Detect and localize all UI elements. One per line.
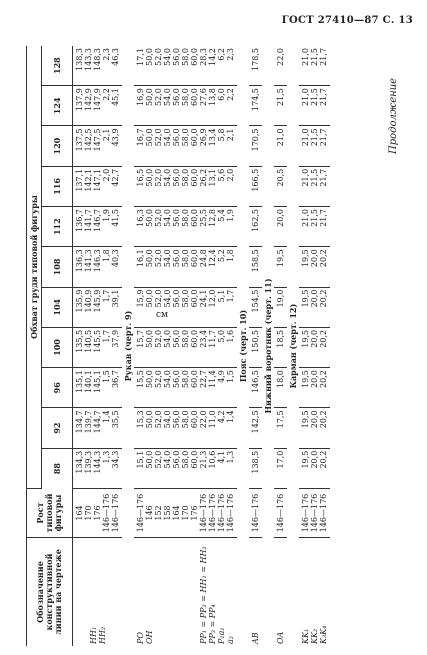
col-height-header: Рост типовой фигуры [27, 489, 73, 538]
size-header: 88 [42, 448, 73, 488]
size-header: 104 [42, 287, 73, 327]
value-cell: 154,5 [249, 287, 262, 327]
value-cell: 19,5 20,0 20,2 [299, 247, 330, 287]
size-header: 92 [42, 408, 73, 448]
value-cell: 16,7 50,0 52,0 54,0 56,0 58,0 60,0 26,9 13,4 5,8 2,1 [134, 126, 237, 166]
value-cell: 134,7 139,7 144,7 1,4 35,5 [73, 408, 123, 448]
value-cell: 21,5 [274, 86, 287, 126]
section-title: Карман (черт. 12) [287, 303, 298, 389]
section-title: Рукав (черт. 9) [122, 310, 133, 382]
value-cell: 15,5 50,0 52,0 54,0 56,0 58,0 60,0 22,7 11,4 4,9 1,5 [134, 368, 237, 408]
group-header: Обхват груди типовой фигуры [27, 46, 42, 489]
value-cell: 18,5 [274, 327, 287, 367]
value-cell: 21,0 21,5 21,7 [299, 46, 330, 86]
value-cell: 15,1 50,0 52,0 54,0 56,0 58,0 60,0 21,3 10,6 4,1 1,3 [134, 448, 237, 488]
value-cell: 174,5 [249, 86, 262, 126]
value-cell: 19,5 20,0 20,2 [299, 368, 330, 408]
value-cell: 21,0 21,5 21,7 [299, 86, 330, 126]
size-header: 128 [42, 46, 73, 86]
value-cell: 136,3 141,3 146,3 1,8 40,3 [73, 247, 123, 287]
table-row [73, 46, 123, 646]
value-cell: 142,5 [249, 408, 262, 448]
value-cell: 178,5 [249, 46, 262, 86]
table-row [249, 46, 262, 646]
value-cell: 21,0 21,5 21,7 [299, 126, 330, 166]
size-header: 100 [42, 327, 73, 367]
value-cell: 22,0 [274, 46, 287, 86]
value-cell: 16,1 50,0 52,0 54,0 56,0 58,0 60,0 24,8 12,4 5,2 1,8 [134, 247, 237, 287]
height-cell: 164 170 176 146—176 146—176 [73, 489, 123, 538]
value-cell: 16,9 50,0 52,0 54,0 56,0 58,0 60,0 27,6 13,8 6,0 2,2 [134, 86, 237, 126]
size-header: 124 [42, 86, 73, 126]
size-header: 116 [42, 166, 73, 206]
height-cell: 146—176 [249, 489, 262, 538]
value-cell: 17,5 [274, 408, 287, 448]
value-cell: 19,5 20,0 20,2 [299, 327, 330, 367]
value-cell: 135,5 140,5 145,5 1,7 37,9 [73, 327, 123, 367]
designation-cell: PO OH PP₁ = PP₂ = HH₁ = HH₂ PP₃ = PP₄ P₁a₁ a₂ [136, 546, 235, 644]
value-cell: 162,5 [249, 207, 262, 247]
value-cell: 170,5 [249, 126, 262, 166]
rotated-table-content [26, 46, 369, 646]
section-row [237, 46, 249, 646]
value-cell: 135,1 140,1 145,1 1,5 36,7 [73, 368, 123, 408]
height-cell: 146—176 146—176 146—176 [299, 489, 330, 538]
value-cell: 19,0 [274, 287, 287, 327]
value-cell: 19,5 20,0 20,2 [299, 448, 330, 488]
value-cell: 16,3 50,0 52,0 54,0 56,0 58,0 60,0 25,5 12,8 5,4 1,9 [134, 207, 237, 247]
value-cell: 134,3 139,3 144,3 1,3 34,3 [73, 448, 123, 488]
table-row [274, 46, 287, 646]
continued-label: Продолжение [388, 77, 399, 155]
designation-cell: HH₁ HH₂ [88, 626, 107, 644]
value-cell: 19,5 [274, 247, 287, 287]
value-cell: 136,7 141,7 146,7 1,9 41,5 [73, 207, 123, 247]
value-cell: 135,9 140,9 145,9 1,7 39,1 [73, 287, 123, 327]
designation-cell: OA [276, 631, 285, 644]
designation-cell: AB [251, 632, 260, 644]
value-cell: 17,1 50,0 52,0 54,0 56,0 58,0 60,0 28,3 14,2 6,2 2,3 [134, 46, 237, 86]
designation-cell: KK₁ KK₂ K₃K₄ [301, 625, 328, 644]
value-cell: 18,0 [274, 368, 287, 408]
value-cell: 20,5 [274, 166, 287, 206]
height-cell: 146—176 146 152 158 164 170 176 146—176 146—176 146—176 146—176 [134, 489, 237, 538]
value-cell: 15,9 50,0 52,0 54,0 56,0 58,0 60,0 24,1 12,0 5,1 1,7 [134, 287, 237, 327]
section-row [262, 46, 274, 646]
value-cell: 15,7 50,0 52,0 54,0 56,0 58,0 60,0 23,4 11,7 5,0 1,6 [134, 327, 237, 367]
value-cell: 16,5 50,0 52,0 54,0 56,0 58,0 60,0 26,2 13,1 5,6 2,0 [134, 166, 237, 206]
value-cell: 15,3 50,0 52,0 54,0 56,0 58,0 60,0 22,0 11,0 4,2 1,4 [134, 408, 237, 448]
value-cell: 137,9 142,9 147,9 2,2 45,1 [73, 86, 123, 126]
section-row [122, 46, 134, 646]
section-title: Пояс (черт. 10) [237, 309, 248, 383]
value-cell: 20,0 [274, 207, 287, 247]
value-cell: 19,5 20,0 20,2 [299, 408, 330, 448]
section-row [287, 46, 299, 646]
table-row [134, 46, 237, 646]
value-cell: 166,5 [249, 166, 262, 206]
value-cell: 138,5 [249, 448, 262, 488]
value-cell: 21,0 [274, 126, 287, 166]
col-designation-header: Обозначение конструктивной линии на чертеже [27, 538, 73, 647]
table-row [299, 46, 330, 646]
value-cell: 137,5 142,5 147,5 2,1 43,9 [73, 126, 123, 166]
value-cell: 146,5 [249, 368, 262, 408]
table-body [73, 46, 331, 646]
size-header: 112 [42, 207, 73, 247]
size-header: 120 [42, 126, 73, 166]
value-cell: 158,5 [249, 247, 262, 287]
value-cell: 138,3 143,3 148,3 2,3 46,3 [73, 46, 123, 86]
section-title: Нижний воротник (черт. 11) [262, 278, 273, 414]
value-cell: 21,0 21,5 21,7 [299, 166, 330, 206]
page-header: ГОСТ 27410—87 С. 13 [281, 15, 413, 26]
value-cell: 19,5 20,0 20,2 [299, 287, 330, 327]
value-cell: 17,0 [274, 448, 287, 488]
rotated-table-frame [26, 46, 369, 646]
value-cell: 150,5 [249, 327, 262, 367]
value-cell: 21,0 21,5 21,7 [299, 207, 330, 247]
value-cell: 137,1 142,1 147,1 2,0 42,7 [73, 166, 123, 206]
units-label: см [156, 310, 169, 320]
height-cell: 146—176 [274, 489, 287, 538]
size-header: 96 [42, 368, 73, 408]
pattern-measurements-table [26, 46, 330, 646]
size-header: 108 [42, 247, 73, 287]
